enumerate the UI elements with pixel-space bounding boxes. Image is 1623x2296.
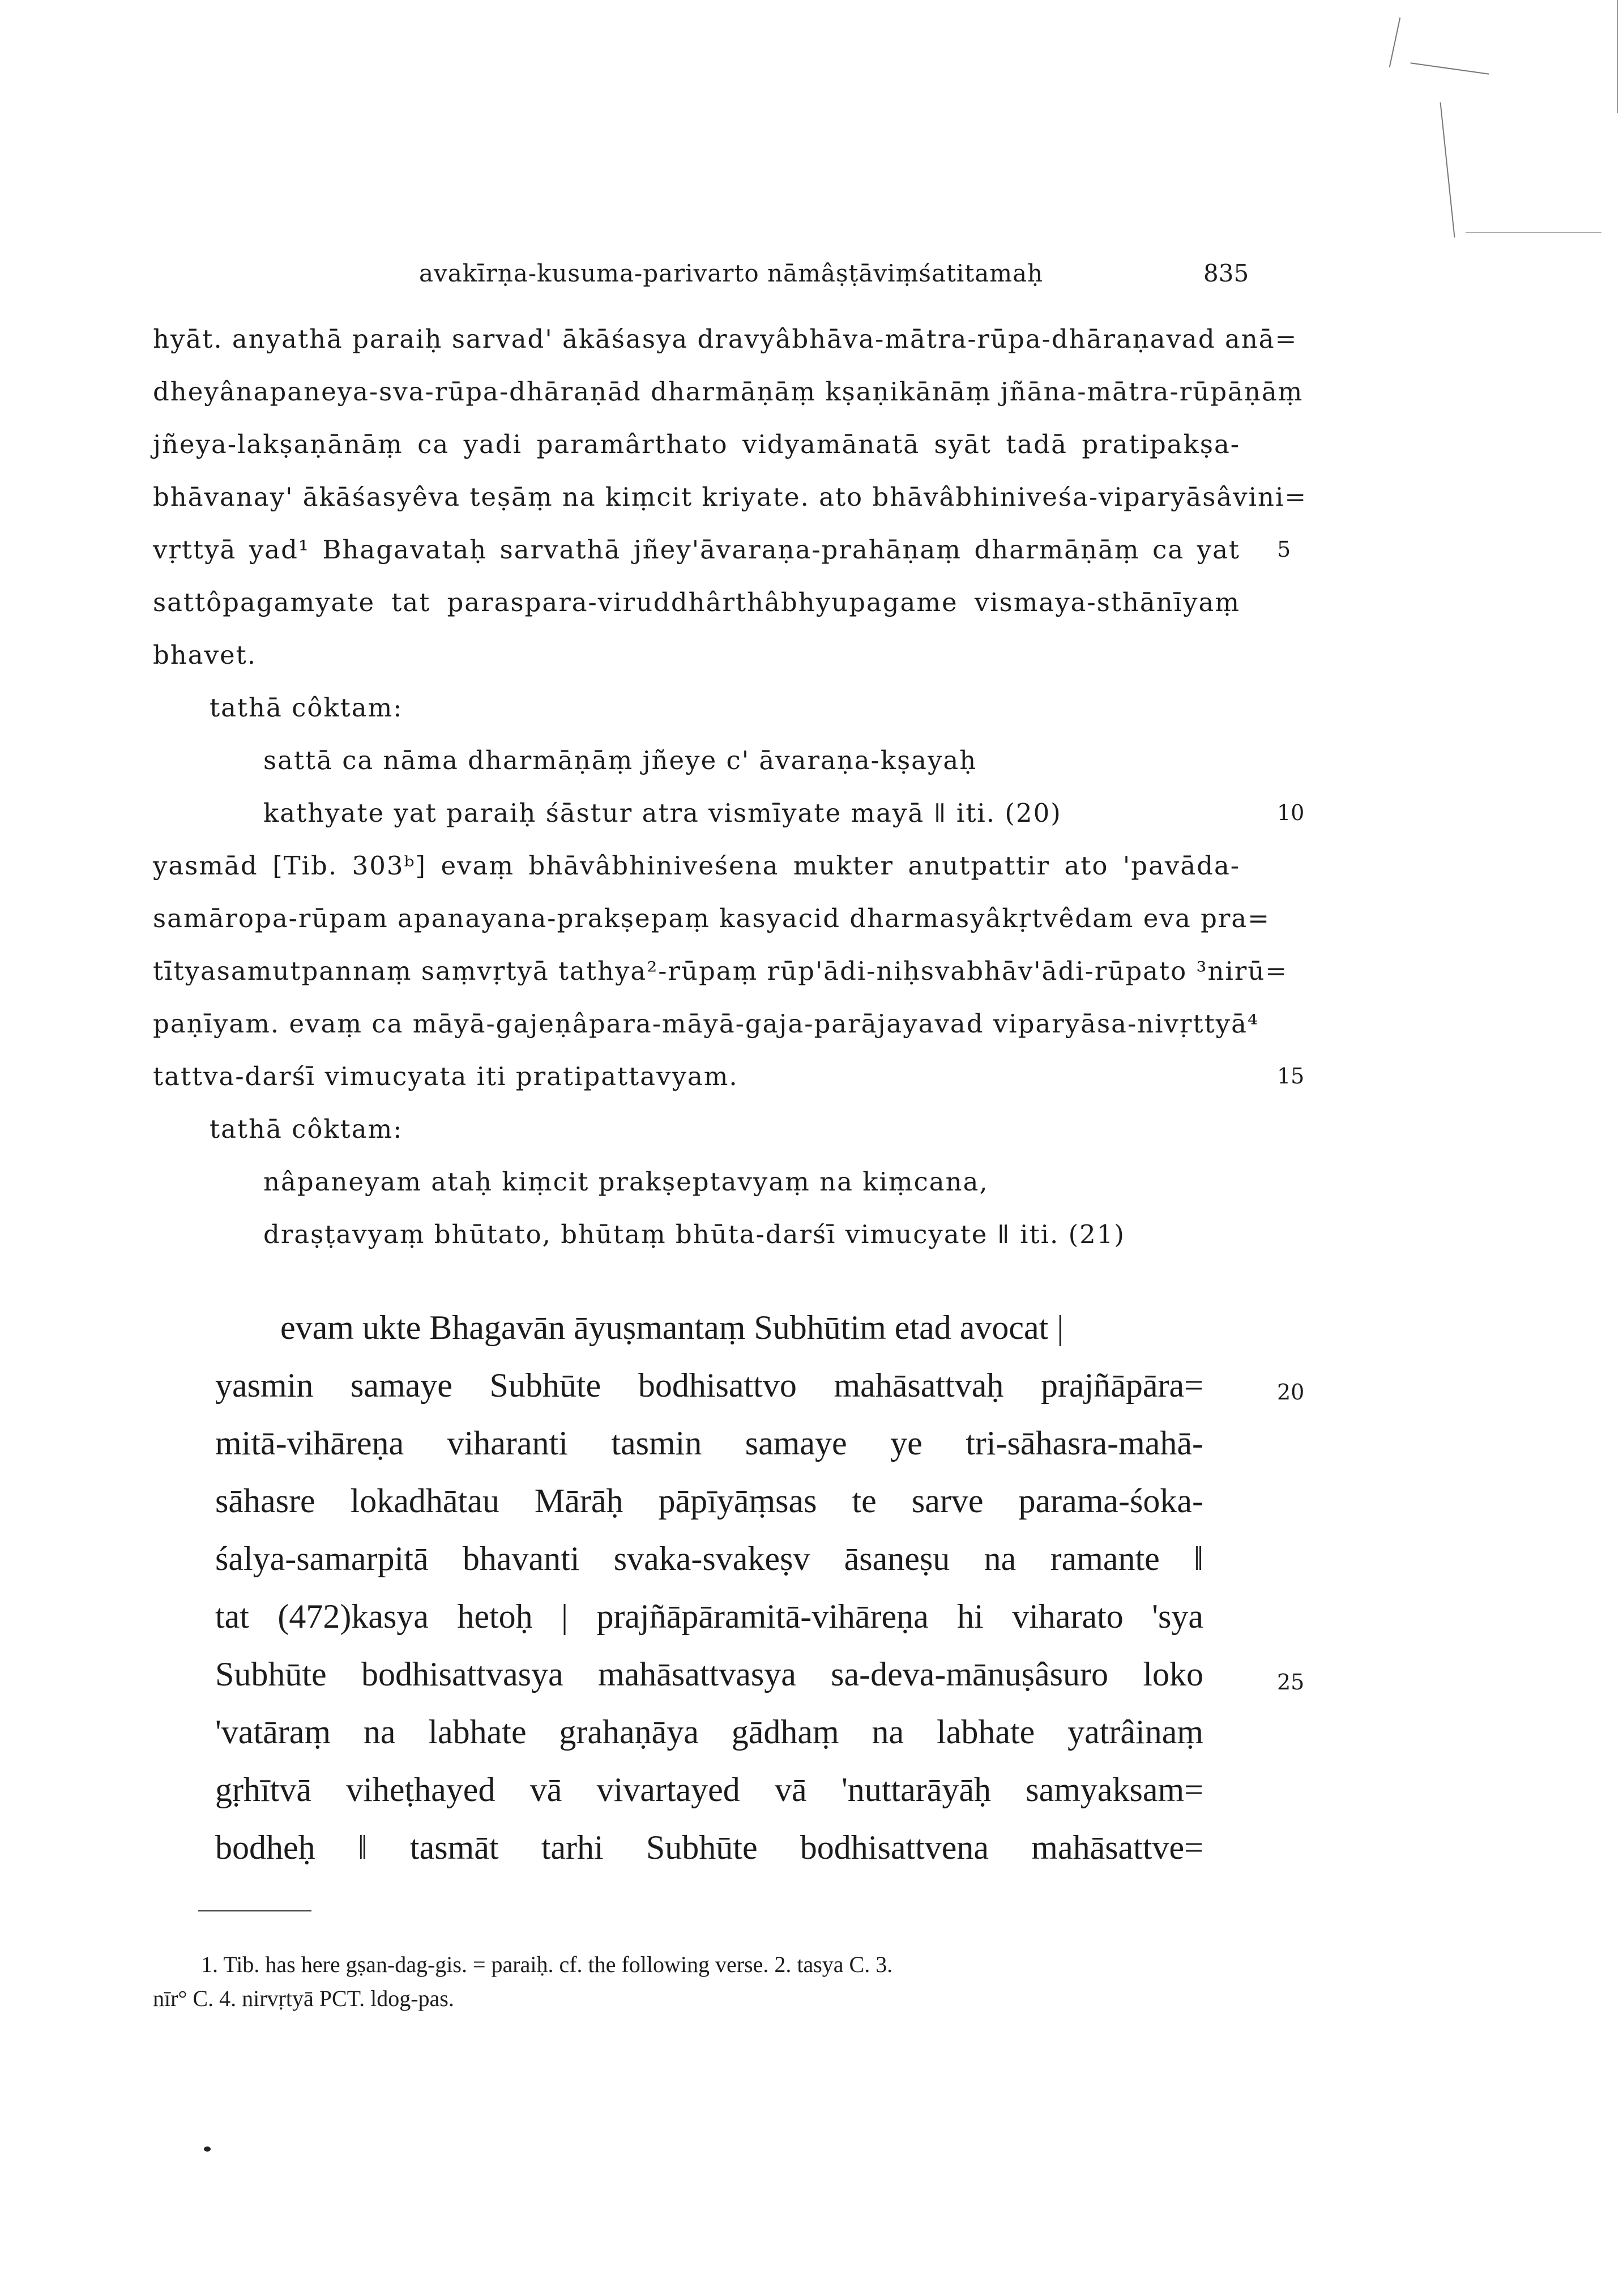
commentary-line: bhāvanay' ākāśasyêva teṣāṃ na kiṃcit kriyate. ato bhāvâbhiniveśa-viparyāsâvini= bbox=[153, 482, 1308, 512]
footnote-line: nīr° C. 4. nirvṛtyā PCT. ldog-pas. bbox=[153, 1986, 454, 2011]
verse-line: draṣṭavyaṃ bhūtato, bhūtaṃ bhūta-darśī vimucyate ǁ iti. (21) bbox=[263, 1219, 1125, 1249]
commentary-line: sattôpagamyate tat paraspara-viruddhârthâbhyupagame vismaya-sthānīyaṃ bbox=[153, 587, 1240, 617]
running-title: avakīrṇa-kusuma-parivarto nāmâṣṭāviṃśatitamaḥ bbox=[419, 259, 1044, 287]
verse-line: kathyate yat paraiḥ śāstur atra vismīyate mayā ǁ iti. (20) bbox=[263, 798, 1062, 828]
sutra-line: tat (472)kasya hetoḥ | prajñāpāramitā-vihāreṇa hi viharato 'sya bbox=[215, 1598, 1203, 1635]
footnote-rule bbox=[198, 1910, 311, 1911]
commentary-line: tattva-darśī vimucyata iti pratipattavyam. bbox=[153, 1061, 738, 1091]
scan-artifact-line bbox=[1440, 103, 1455, 238]
sutra-line: mitā-vihāreṇa viharanti tasmin samaye ye tri-sāhasra-mahā- bbox=[215, 1424, 1203, 1462]
sutra-line: evam ukte Bhagavān āyuṣmantaṃ Subhūtim etad avocat | bbox=[280, 1309, 1064, 1346]
commentary-line: vṛttyā yad¹ Bhagavataḥ sarvathā jñey'āvaraṇa-prahāṇaṃ dharmāṇāṃ ca yat bbox=[153, 535, 1240, 565]
line-number: 25 bbox=[1277, 1670, 1305, 1695]
scan-artifact-line bbox=[1466, 232, 1601, 233]
sutra-line: yasmin samaye Subhūte bodhisattvo mahāsattvaḥ prajñāpāra= bbox=[215, 1367, 1203, 1404]
commentary-line: paṇīyam. evaṃ ca māyā-gajeṇâpara-māyā-gaja-parājayavad viparyāsa-nivṛttyā⁴ bbox=[153, 1009, 1259, 1039]
sutra-line: Subhūte bodhisattvasya mahāsattvasya sa-deva-mānuṣâsuro loko bbox=[215, 1655, 1203, 1693]
line-number: 10 bbox=[1277, 800, 1305, 825]
commentary-line: yasmād [Tib. 303ᵇ] evaṃ bhāvâbhiniveśena mukter anutpattir ato 'pavāda- bbox=[153, 851, 1240, 881]
commentary-line: hyāt. anyathā paraiḥ sarvad' ākāśasya dravyâbhāva-mātra-rūpa-dhāraṇavad anā= bbox=[153, 324, 1298, 354]
commentary-line: bhavet. bbox=[153, 640, 257, 670]
line-number: 20 bbox=[1277, 1380, 1305, 1405]
footnote-line: 1. Tib. has here gṣan-dag-gis. = paraiḥ. cf. the following verse. 2. tasya C. 3. bbox=[201, 1952, 893, 1977]
commentary-line: tathā côktam: bbox=[210, 1114, 403, 1144]
line-number: 15 bbox=[1277, 1064, 1305, 1089]
scan-artifact-line bbox=[1617, 0, 1618, 113]
sutra-line: bodheḥ ǁ tasmāt tarhi Subhūte bodhisattvena mahāsattve= bbox=[215, 1829, 1203, 1866]
sutra-line: śalya-samarpitā bhavanti svaka-svakeṣv āsaneṣu na ramante ǁ bbox=[215, 1540, 1203, 1577]
verse-line: sattā ca nāma dharmāṇāṃ jñeye c' āvaraṇa-kṣayaḥ bbox=[263, 745, 977, 775]
sutra-line: sāhasre lokadhātau Mārāḥ pāpīyāṃsas te sarve parama-śoka- bbox=[215, 1482, 1203, 1520]
commentary-line: tathā côktam: bbox=[210, 693, 403, 723]
sutra-line: gṛhītvā viheṭhayed vā vivartayed vā 'nuttarāyāḥ samyaksam= bbox=[215, 1771, 1203, 1808]
commentary-line: dheyânapaneya-sva-rūpa-dhāraṇād dharmāṇāṃ kṣaṇikānāṃ jñāna-mātra-rūpāṇāṃ bbox=[153, 377, 1304, 407]
commentary-line: tītyasamutpannaṃ saṃvṛtyā tathya²-rūpaṃ rūp'ādi-niḥsvabhāv'ādi-rūpato ³nirū= bbox=[153, 956, 1288, 986]
ink-speck bbox=[204, 2146, 211, 2152]
verse-line: nâpaneyam ataḥ kiṃcit prakṣeptavyaṃ na kiṃcana, bbox=[263, 1167, 989, 1197]
commentary-line: samāropa-rūpam apanayana-prakṣepaṃ kasyacid dharmasyâkṛtvêdam eva pra= bbox=[153, 903, 1270, 933]
sutra-line: 'vatāraṃ na labhate grahaṇāya gādhaṃ na labhate yatrâinaṃ bbox=[215, 1713, 1203, 1751]
page-number: 835 bbox=[1203, 259, 1249, 287]
commentary-line: jñeya-lakṣaṇānāṃ ca yadi paramârthato vidyamānatā syāt tadā pratipakṣa- bbox=[153, 429, 1240, 459]
scan-artifact-line bbox=[1389, 18, 1401, 67]
scan-artifact-line bbox=[1411, 62, 1489, 74]
line-number: 5 bbox=[1277, 537, 1291, 562]
